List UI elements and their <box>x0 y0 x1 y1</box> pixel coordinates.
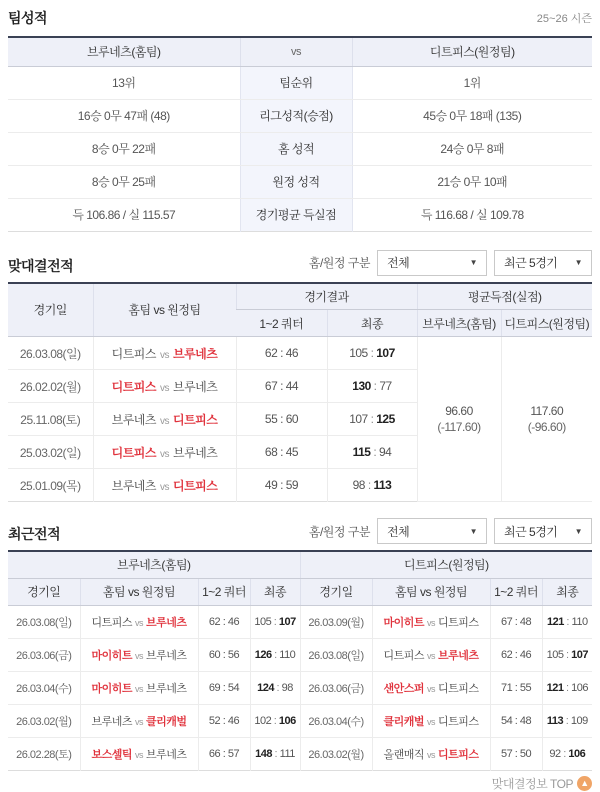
stat-label: 리그성적(승점) <box>240 99 352 132</box>
match-date: 26.03.06(금) <box>8 638 80 671</box>
away-team-value: 24승 0무 8패 <box>352 132 592 165</box>
h2h-filter-label: 홈/원정 구분 <box>308 256 370 270</box>
match-date: 26.03.08(일) <box>8 605 80 638</box>
recent-col-q12-left: 1~2 쿼터 <box>198 578 250 605</box>
match-date: 26.03.08(일) <box>300 638 372 671</box>
match-date: 26.03.04(수) <box>8 671 80 704</box>
away-team-name: 디트피스 <box>438 616 479 629</box>
final-score <box>327 436 417 469</box>
score-separator: : <box>563 648 572 661</box>
vs-label: vs <box>427 716 436 727</box>
recent-match-row <box>8 671 592 704</box>
chevron-down-icon: ▼ <box>469 526 477 536</box>
final-away-score: 109 <box>570 714 588 727</box>
footer <box>8 775 592 792</box>
stat-label: 홈 성적 <box>240 132 352 165</box>
top-arrow-icon: ▲ <box>577 776 592 791</box>
recent-head-row-2 <box>8 578 592 605</box>
recent-col-match-right: 홈팀 vs 원정팀 <box>372 578 490 605</box>
home-team-value: 13위 <box>8 66 240 99</box>
final-home-score: 105 <box>546 648 564 661</box>
recent-match-row <box>8 737 592 770</box>
final-away-score: 106 <box>568 747 586 760</box>
away-team-name: 브루네츠 <box>146 682 187 695</box>
vs-label: vs <box>427 749 436 760</box>
final-away-score: 106 <box>571 681 588 694</box>
score-separator: : <box>271 615 279 628</box>
match-date: 26.03.02(월) <box>8 704 80 737</box>
q12-score: 49 : 59 <box>236 469 327 502</box>
away-team-value: 45승 0무 18패 (135) <box>352 99 592 132</box>
final-home-score: 105 <box>349 346 368 360</box>
final-away-score: 113 <box>373 478 392 492</box>
final-score <box>250 704 300 737</box>
avg-points-home-cell <box>417 337 501 502</box>
h2h-col-final: 최종 <box>327 310 417 337</box>
score-separator: : <box>273 681 282 694</box>
away-team-name: 디트피스 <box>173 478 218 493</box>
away-team-header: 디트피스(원정팀) <box>352 37 592 66</box>
recent-body <box>8 605 592 770</box>
recent-games-select-value: 최근 5경기 <box>504 524 558 539</box>
final-home-score: 130 <box>352 379 371 393</box>
home-team-name: 디트피스 <box>111 445 156 460</box>
stat-label: 팀순위 <box>240 66 352 99</box>
away-team-name: 디트피스 <box>438 748 479 761</box>
match-date: 25.11.08(토) <box>8 403 93 436</box>
avg-away-diff: (-96.60) <box>527 420 566 434</box>
h2h-head-row-1 <box>8 283 592 310</box>
final-home-score: 113 <box>546 714 564 727</box>
match-date: 25.03.02(일) <box>8 436 93 469</box>
away-team-name: 브루네츠 <box>146 616 187 629</box>
home-team-name: 샌안스퍼 <box>383 682 425 695</box>
q12-score: 66 : 57 <box>198 737 250 770</box>
away-team-value: 21승 0무 10패 <box>352 165 592 198</box>
match-teams <box>372 671 490 704</box>
h2h-table <box>8 282 592 503</box>
away-team-name: 클리캐벌 <box>146 715 187 728</box>
recent-col-final-right: 최종 <box>542 578 592 605</box>
away-team-name: 브루네츠 <box>146 649 187 662</box>
h2h-home-away-select[interactable] <box>377 250 487 276</box>
team-stats-head-row <box>8 37 592 66</box>
team-stats-row <box>8 99 592 132</box>
recent-match-row <box>8 638 592 671</box>
home-team-name: 보스셀틱 <box>91 748 132 761</box>
match-teams <box>372 737 490 770</box>
home-team-name: 마이히트 <box>91 649 132 662</box>
match-date: 26.03.04(수) <box>300 704 372 737</box>
away-team-name: 브루네츠 <box>173 445 218 460</box>
away-team-name: 브루네츠 <box>438 649 479 662</box>
vs-label: vs <box>135 683 143 694</box>
score-separator: : <box>367 412 377 426</box>
q12-score: 67 : 48 <box>490 605 542 638</box>
recent-home-away-select[interactable] <box>377 518 487 544</box>
final-score <box>250 737 300 770</box>
home-team-name: 디트피스 <box>111 379 156 394</box>
score-separator: : <box>271 648 280 661</box>
h2h-match-row <box>8 337 592 370</box>
recent-match-row <box>8 605 592 638</box>
h2h-home-away-select-value: 전체 <box>387 256 410 270</box>
match-teams <box>93 403 236 436</box>
final-away-score: 125 <box>376 412 395 426</box>
final-away-score: 110 <box>571 615 588 628</box>
h2h-recent-games-select-value: 최근 5경기 <box>504 256 558 270</box>
match-date: 26.02.02(월) <box>8 370 93 403</box>
q12-score: 60 : 56 <box>198 638 250 671</box>
score-separator: : <box>364 478 374 492</box>
final-score <box>250 638 300 671</box>
final-home-score: 148 <box>255 747 272 760</box>
final-away-score: 110 <box>279 648 296 661</box>
final-home-score: 121 <box>547 615 564 628</box>
recent-head-row-1 <box>8 551 592 578</box>
score-separator: : <box>271 714 279 727</box>
vs-label: vs <box>160 481 169 493</box>
away-team-name: 디트피스 <box>173 412 218 427</box>
vs-label: vs <box>135 749 143 760</box>
home-team-value: 득 106.86 / 실 115.57 <box>72 208 176 222</box>
team-stats-title: 팀성적 <box>8 10 48 26</box>
match-teams <box>80 704 198 737</box>
avg-home-diff: (-117.60) <box>437 420 481 434</box>
final-score <box>327 337 417 370</box>
h2h-recent-games-select[interactable] <box>494 250 592 276</box>
team-stats-row <box>8 165 592 198</box>
final-away-score: 107 <box>571 648 588 661</box>
final-home-score: 121 <box>546 681 564 694</box>
vs-label: vs <box>135 617 143 628</box>
score-separator: : <box>563 681 572 694</box>
h2h-title: 맞대결전적 <box>8 257 74 274</box>
vs-label: vs <box>160 349 169 361</box>
h2h-col-match: 홈팀 vs 원정팀 <box>93 283 236 337</box>
h2h-col-avg-away: 디트피스(원정팀) <box>501 310 592 337</box>
match-date: 26.02.28(토) <box>16 748 72 761</box>
score-separator: : <box>563 615 572 628</box>
chevron-down-icon: ▼ <box>469 258 477 267</box>
q12-score: 62 : 46 <box>236 337 327 370</box>
final-away-score: 107 <box>278 615 296 628</box>
top-link[interactable] <box>492 775 592 792</box>
q12-score: 52 : 46 <box>198 704 250 737</box>
away-team-name: 디트피스 <box>438 682 479 695</box>
match-teams <box>372 605 490 638</box>
score-separator: : <box>560 747 569 760</box>
q12-score: 55 : 60 <box>236 403 327 436</box>
away-team-name: 디트피스 <box>438 715 479 728</box>
match-teams <box>80 605 198 638</box>
recent-home-away-select-value: 전체 <box>387 524 410 539</box>
q12-score: 62 : 46 <box>490 638 542 671</box>
h2h-body <box>8 337 592 502</box>
home-team-name: 브루네츠 <box>111 478 156 493</box>
section-head-to-head <box>8 250 592 503</box>
q12-score: 62 : 46 <box>198 605 250 638</box>
match-teams <box>93 370 236 403</box>
home-team-name: 디트피스 <box>383 649 425 662</box>
final-score <box>542 605 592 638</box>
final-away-score: 98 <box>281 681 293 694</box>
match-teams <box>80 671 198 704</box>
final-home-score: 92 <box>549 747 561 760</box>
vs-label: vs <box>160 415 169 427</box>
score-separator: : <box>563 714 571 727</box>
score-separator: : <box>370 445 379 459</box>
recent-col-date-right: 경기일 <box>300 578 372 605</box>
recent-controls <box>309 518 592 544</box>
recent-col-match-left: 홈팀 vs 원정팀 <box>80 578 198 605</box>
recent-col-final-left: 최종 <box>250 578 300 605</box>
home-team-name: 클리캐벌 <box>383 715 425 728</box>
final-home-score: 102 <box>254 714 272 727</box>
recent-table <box>8 550 592 771</box>
home-team-value: 16승 0무 47패 (48) <box>8 99 240 132</box>
chevron-down-icon: ▼ <box>574 526 582 536</box>
away-team-name: 브루네츠 <box>173 379 218 394</box>
recent-games-select[interactable] <box>494 518 592 544</box>
vs-label: vs <box>160 382 169 394</box>
vs-label: vs <box>427 683 436 694</box>
section-team-stats <box>8 8 592 232</box>
q12-score: 57 : 50 <box>490 737 542 770</box>
final-home-score: 126 <box>254 648 272 661</box>
final-away-score: 77 <box>379 379 392 393</box>
team-stats-header-row <box>8 8 592 28</box>
h2h-col-date: 경기일 <box>8 283 93 337</box>
final-away-score: 106 <box>278 714 296 727</box>
match-teams <box>93 337 236 370</box>
h2h-controls <box>309 250 592 276</box>
final-score <box>542 638 592 671</box>
avg-away-value: 117.60 <box>530 404 564 418</box>
final-score <box>542 737 592 770</box>
vs-label: vs <box>427 650 436 661</box>
final-home-score: 124 <box>257 681 274 694</box>
vs-label: vs <box>135 716 143 727</box>
vs-header: vs <box>240 37 352 66</box>
final-score <box>327 469 417 502</box>
final-score <box>327 370 417 403</box>
score-separator: : <box>272 747 280 760</box>
match-teams <box>93 436 236 469</box>
section-recent <box>8 518 592 771</box>
home-team-name: 브루네츠 <box>91 715 132 728</box>
recent-away-group-header: 디트피스(원정팀) <box>300 551 592 578</box>
vs-label: vs <box>135 650 143 661</box>
match-date: 26.03.09(월) <box>300 605 372 638</box>
final-score <box>250 671 300 704</box>
team-stats-row <box>8 66 592 99</box>
recent-header-row <box>8 518 592 544</box>
match-date: 26.03.02(월) <box>300 737 372 770</box>
final-score <box>542 671 592 704</box>
final-score <box>542 704 592 737</box>
h2h-header-row <box>8 250 592 276</box>
match-date: 25.01.09(목) <box>19 478 81 493</box>
final-away-score: 107 <box>376 346 395 360</box>
away-team-value: 득 116.68 / 실 109.78 <box>352 198 592 231</box>
home-team-value: 8승 0무 22패 <box>8 132 240 165</box>
recent-title: 최근전적 <box>8 526 61 542</box>
recent-col-q12-right: 1~2 쿼터 <box>490 578 542 605</box>
home-team-name: 마이히트 <box>91 682 132 695</box>
final-away-score: 111 <box>279 747 295 760</box>
score-separator: : <box>370 379 380 393</box>
final-score <box>250 605 300 638</box>
away-team-value: 1위 <box>352 66 592 99</box>
q12-score: 71 : 55 <box>490 671 542 704</box>
final-home-score: 105 <box>254 615 272 628</box>
match-date: 26.03.06(금) <box>300 671 372 704</box>
avg-points-away-cell <box>501 337 592 502</box>
home-team-name: 디트피스 <box>111 346 156 361</box>
h2h-col-q12: 1~2 쿼터 <box>236 310 327 337</box>
match-date: 26.03.08(일) <box>8 337 93 370</box>
stat-label: 경기평균 득실점 <box>240 198 352 231</box>
vs-label: vs <box>160 448 169 460</box>
team-stats-row <box>8 132 592 165</box>
q12-score: 68 : 45 <box>236 436 327 469</box>
h2h-col-result-group: 경기결과 <box>236 283 417 310</box>
stat-label: 원정 성적 <box>240 165 352 198</box>
match-teams <box>93 469 236 502</box>
home-team-name: 마이히트 <box>383 616 425 629</box>
top-link-label: 맞대결정보 TOP <box>491 776 573 791</box>
match-teams <box>372 638 490 671</box>
recent-match-row <box>8 704 592 737</box>
q12-score: 54 : 48 <box>490 704 542 737</box>
home-team-name: 브루네츠 <box>111 412 156 427</box>
match-teams <box>80 737 198 770</box>
h2h-col-avg-group: 평균득점(실점) <box>417 283 592 310</box>
match-teams <box>372 704 490 737</box>
match-teams <box>80 638 198 671</box>
team-stats-row <box>8 198 592 231</box>
home-team-name: 올랜매직 <box>383 748 425 761</box>
home-team-name: 디트피스 <box>91 616 132 629</box>
q12-score: 69 : 54 <box>198 671 250 704</box>
score-separator: : <box>367 346 377 360</box>
final-home-score: 98 <box>352 478 365 492</box>
season-label: 25~26 시즌 <box>536 13 592 25</box>
h2h-col-avg-home: 브루네츠(홈팀) <box>417 310 501 337</box>
final-score <box>327 403 417 436</box>
recent-home-group-header: 브루네츠(홈팀) <box>8 551 300 578</box>
avg-home-value: 96.60 <box>445 404 473 418</box>
team-stats-table <box>8 36 592 232</box>
team-stats-body <box>8 66 592 231</box>
chevron-down-icon: ▼ <box>574 258 582 267</box>
home-team-header: 브루네츠(홈팀) <box>8 37 240 66</box>
away-team-name: 브루네츠 <box>146 748 187 761</box>
final-home-score: 115 <box>352 445 371 459</box>
recent-col-date-left: 경기일 <box>8 578 80 605</box>
final-home-score: 107 <box>349 412 368 426</box>
home-team-value: 8승 0무 25패 <box>8 165 240 198</box>
q12-score: 67 : 44 <box>236 370 327 403</box>
away-team-name: 브루네츠 <box>173 346 218 361</box>
recent-filter-label: 홈/원정 구분 <box>308 524 370 539</box>
final-away-score: 94 <box>379 445 392 459</box>
vs-label: vs <box>427 617 436 628</box>
